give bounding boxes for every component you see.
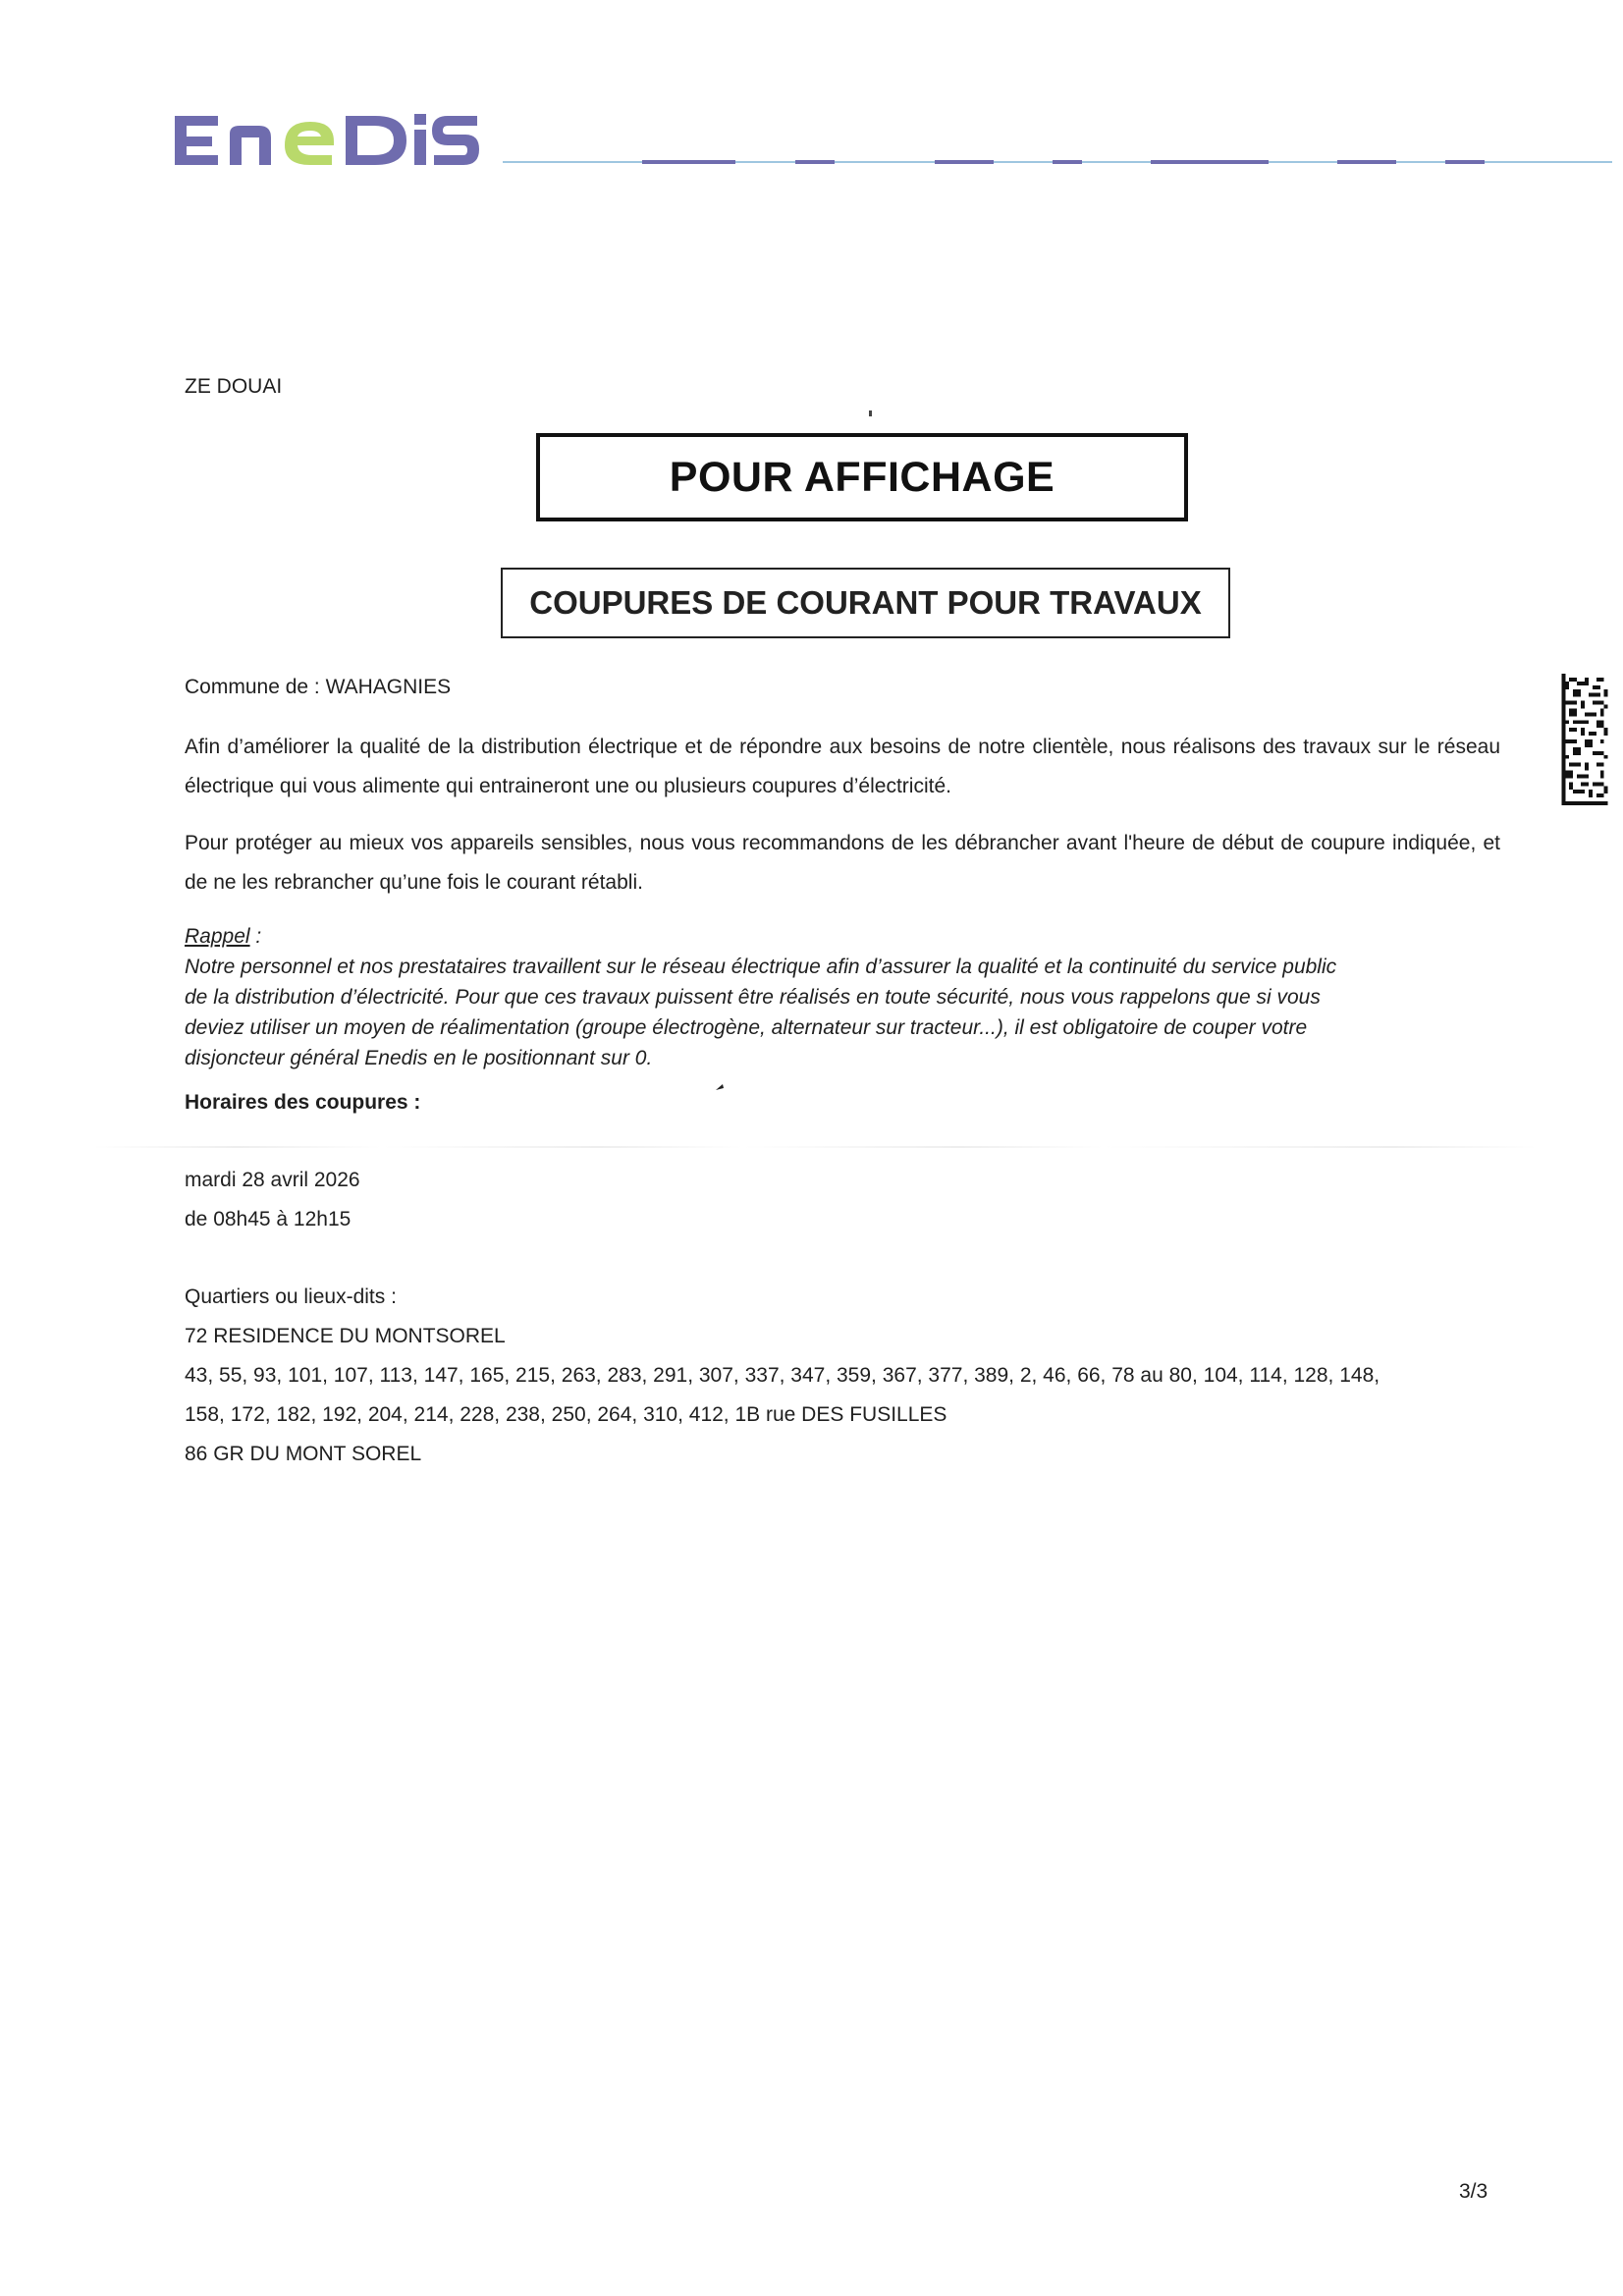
sender-label: ZE DOUAI (185, 375, 283, 398)
coupures-title-box (501, 568, 1230, 638)
scan-artifact-line (93, 1146, 1537, 1148)
rappel-heading (185, 921, 1500, 952)
place-line: 86 GR DU MONT SOREL (185, 1443, 422, 1465)
rappel-line: Notre personnel et nos prestataires travaillent sur le réseau électrique afin d’assurer la qualité et la continuité du service public (185, 956, 1337, 978)
banner-text: POUR AFFICHAGE (669, 453, 1055, 501)
schedule-date: mardi 28 avril 2026 (185, 1169, 360, 1191)
place-line: 43, 55, 93, 101, 107, 113, 147, 165, 215, 263, 283, 291, 307, 337, 347, 359, 367, 377, 389, 2, 46, 66, 78 au 80, 104, 114, 128, 148, (185, 1364, 1380, 1387)
schedule-heading: Horaires des coupures : (185, 1091, 421, 1114)
rappel-block (185, 921, 1500, 1073)
rappel-line: deviez utiliser un moyen de réalimentation (groupe électrogène, alternateur sur tracteur...), il est obligatoire de couper votre (185, 1016, 1308, 1039)
intro-paragraph: Afin d’améliorer la qualité de la distribution électrique et de répondre aux besoins de notre clientèle, nous réalisons des travaux sur le réseau électrique qui vous alimente qui entraineront une ou plusieurs coupures d’électricité. (185, 736, 1500, 797)
scan-speck (869, 410, 872, 416)
commune-line: Commune de : WAHAGNIES (185, 676, 452, 698)
page-number: 3/3 (1459, 2180, 1488, 2203)
places-heading: Quartiers ou lieux-dits : (185, 1285, 397, 1308)
rappel-line: de la distribution d’électricité. Pour que ces travaux puissent être réalisés en toute sécurité, nous vous rappelons que si vous (185, 986, 1321, 1009)
advice-paragraph: Pour protéger au mieux vos appareils sensibles, nous vous recommandons de les débrancher avant l'heure de début de coupure indiquée, et de ne les rebrancher qu’une fois le courant rétabli. (185, 832, 1500, 894)
place-line: 72 RESIDENCE DU MONTSOREL (185, 1325, 506, 1347)
rappel-line: disjoncteur général Enedis en le positionnant sur 0. (185, 1047, 653, 1069)
header-divider (503, 159, 1612, 165)
pour-affichage-banner (536, 433, 1188, 521)
rappel-title-suffix: : (249, 925, 262, 948)
subtitle-text: COUPURES DE COURANT POUR TRAVAUX (529, 584, 1202, 621)
datamatrix-code (1561, 674, 1608, 805)
schedule-time: de 08h45 à 12h15 (185, 1208, 352, 1230)
enedis-logo (167, 106, 481, 175)
place-line: 158, 172, 182, 192, 204, 214, 228, 238, 250, 264, 310, 412, 1B rue DES FUSILLES (185, 1403, 947, 1426)
rappel-title: Rappel (185, 925, 250, 948)
